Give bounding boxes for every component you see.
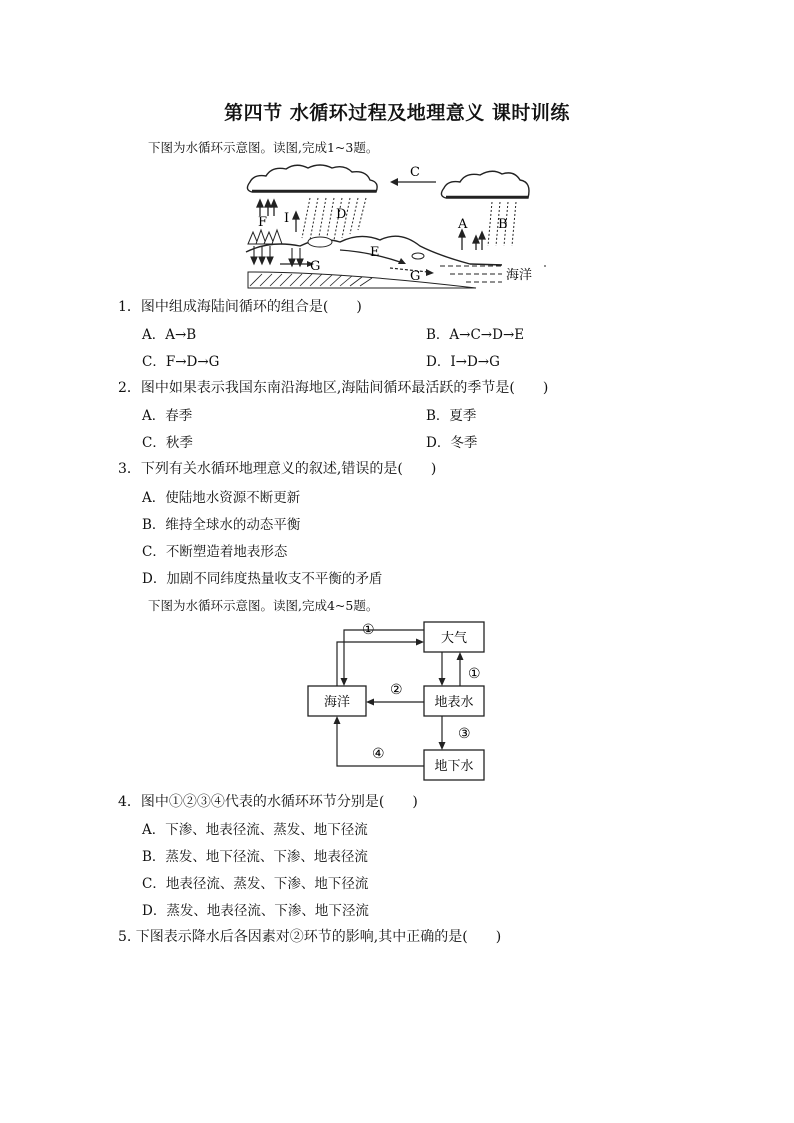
label-1-top: ① [362,622,375,638]
label-g-right: G [410,269,421,284]
water-cycle-flowchart [300,616,500,786]
label-d: D [336,207,347,222]
label-1-right: ① [468,666,481,682]
q3-option-b: B．维持全球水的动态平衡 [142,517,301,533]
label-b: B [498,217,508,232]
water-cycle-diagram [240,160,560,290]
label-f: F [258,215,268,230]
label-3: ③ [458,726,471,742]
q4-option-c: C．地表径流、蒸发、下渗、地下径流 [142,876,369,892]
label-ocean: 海洋 [506,268,533,283]
q3-stem: 3．下列有关水循环地理意义的叙述,错误的是( ) [118,461,437,477]
cloud-left [247,165,377,192]
q1-option-a: A．A→B [142,327,197,343]
label-i: I [284,211,290,226]
page-title: 第四节 水循环过程及地理意义 课时训练 [224,102,570,124]
svg-text:海洋: 海洋 [323,695,351,710]
svg-text:大气: 大气 [440,631,468,646]
label-a: A [458,217,468,232]
intro-text-2: 下图为水循环示意图。读图,完成4~5题。 [148,598,379,613]
label-c: C [410,165,420,180]
q1-stem: 1．图中组成海陆间循环的组合是( ) [118,299,362,315]
label-g-left: G [310,259,321,274]
q5-stem: 5. 下图表示降水后各因素对②环节的影响,其中正确的是( ) [118,929,502,945]
q2-option-b: B．夏季 [426,408,477,424]
q4-option-d: D．蒸发、地表径流、下渗、地下泾流 [142,903,369,919]
q1-option-b: B．A→C→D→E [426,327,525,343]
q3-option-d: D．加剧不同纬度热量收支不平衡的矛盾 [142,571,383,587]
q4-option-b: B．蒸发、地下径流、下渗、地表径流 [142,849,368,865]
svg-text:地下水: 地下水 [434,759,474,774]
label-4: ④ [372,746,385,762]
q2-option-c: C．秋季 [142,435,193,451]
q3-option-a: A．使陆地水资源不断更新 [142,490,301,506]
intro-text-1: 下图为水循环示意图。读图,完成1~3题。 [148,140,379,155]
q4-stem: 4．图中①②③④代表的水循环环节分别是( ) [118,794,418,810]
q2-stem: 2．图中如果表示我国东南沿海地区,海陆间循环最活跃的季节是( ) [118,380,549,396]
q1-option-d: D．I→D→G [426,354,500,370]
svg-text:地表水: 地表水 [434,695,474,710]
q1-option-c: C．F→D→G [142,354,220,370]
cloud-right [441,171,529,198]
q2-option-a: A．春季 [142,408,193,424]
label-2: ② [390,682,403,698]
q3-option-c: C．不断塑造着地表形态 [142,544,288,560]
q4-option-a: A．下渗、地表径流、蒸发、地下径流 [142,822,368,838]
q2-option-d: D．冬季 [426,435,478,451]
label-e: E [370,245,380,260]
